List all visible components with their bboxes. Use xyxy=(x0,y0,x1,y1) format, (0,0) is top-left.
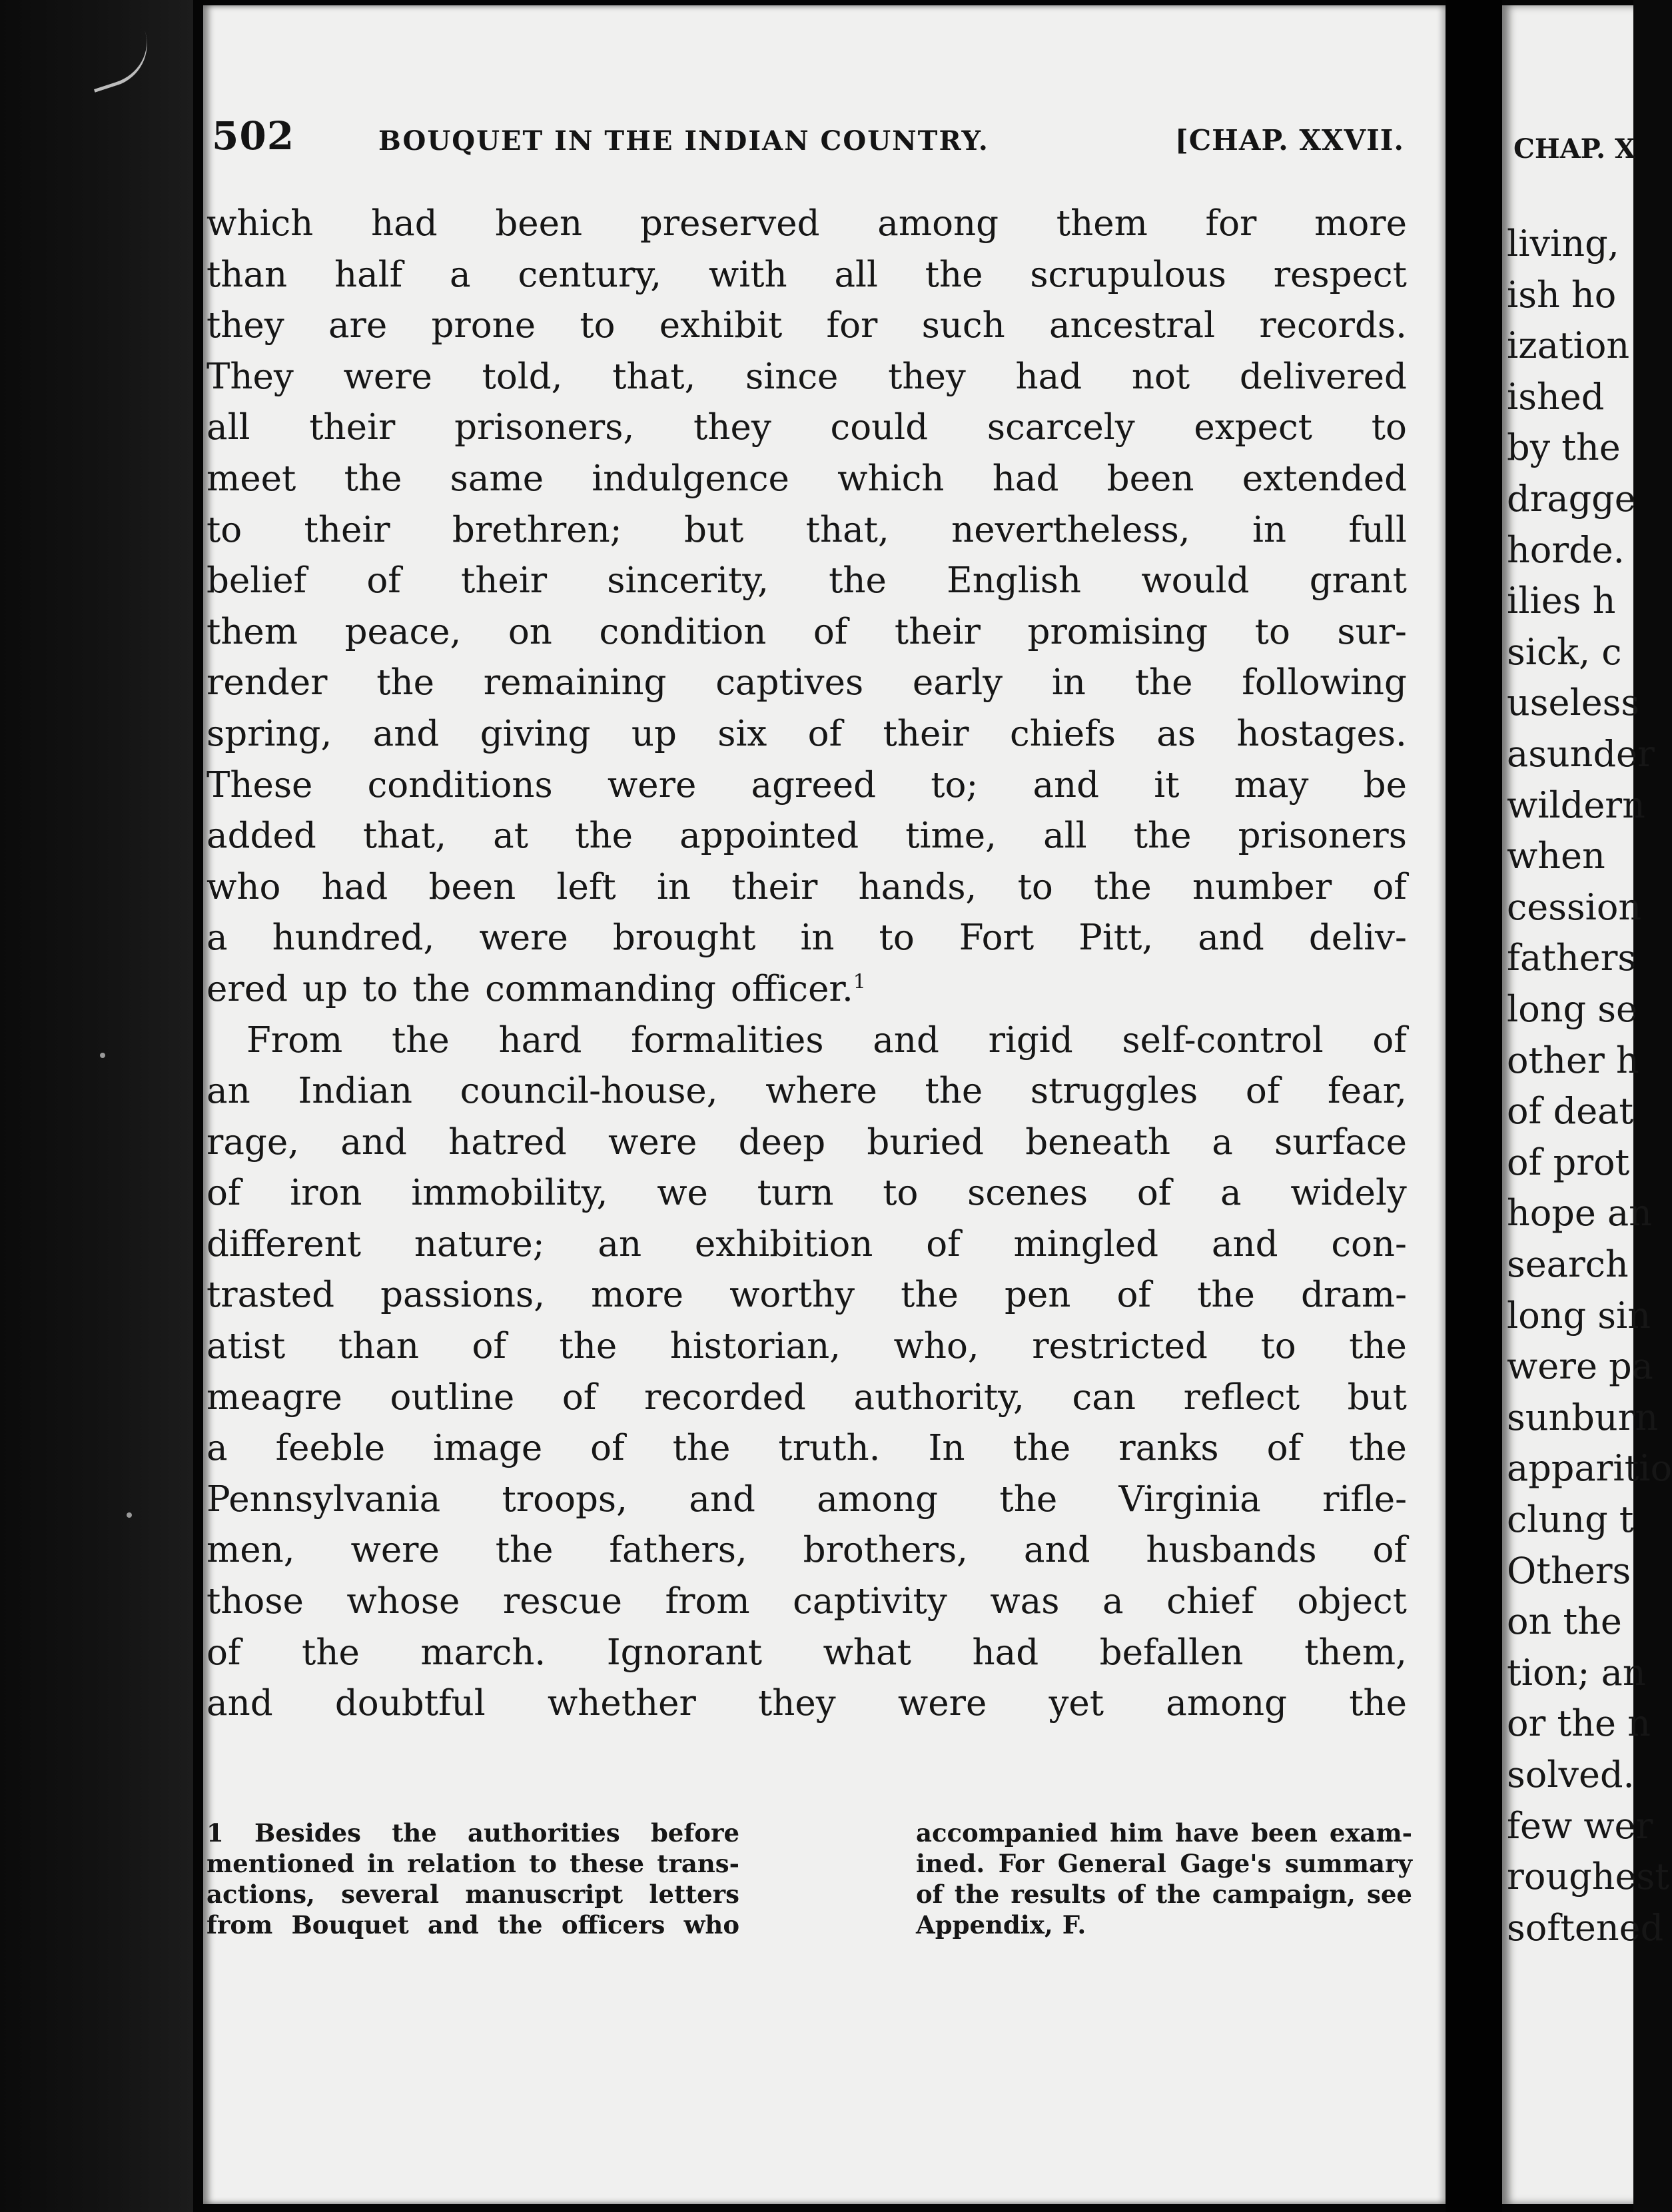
body-line: added that, at the appointed time, all the prisoners xyxy=(207,816,1407,857)
footnote-line: accompanied him have been exam- xyxy=(916,1818,1412,1848)
facing-page-line: solved. xyxy=(1507,1754,1635,1796)
body-line: ered up to the commanding officer.$^1$ xyxy=(207,968,866,1009)
facing-page-line: softened xyxy=(1507,1906,1664,1949)
facing-page-line: asunder xyxy=(1507,733,1655,775)
chapter-label: [CHAP. XXVII. xyxy=(1174,124,1404,157)
facing-page-line: were pa xyxy=(1507,1345,1653,1388)
body-line: Pennsylvania troops, and among the Virginia rifle- xyxy=(207,1478,1407,1520)
facing-page-line: living, xyxy=(1507,223,1619,265)
facing-page-line: when xyxy=(1507,835,1605,877)
footnote-line: mentioned in relation to these trans- xyxy=(207,1849,739,1878)
footnote-line: Appendix, F. xyxy=(916,1910,1086,1939)
body-line: all their prisoners, they could scarcely expect to xyxy=(207,407,1407,448)
body-line: which had been preserved among them for more xyxy=(207,203,1407,244)
body-line: a hundred, were brought in to Fort Pitt, and deliv- xyxy=(207,917,1407,959)
facing-page-line: tion; an xyxy=(1507,1651,1646,1694)
footnote-line: from Bouquet and the officers who xyxy=(207,1910,739,1939)
body-line: render the remaining captives early in the following xyxy=(207,662,1407,704)
body-line: to their brethren; but that, nevertheless, in full xyxy=(207,509,1407,550)
facing-page-line: of prot xyxy=(1507,1141,1630,1183)
facing-page-line: cession xyxy=(1507,885,1642,928)
facing-page-line: on the xyxy=(1507,1600,1622,1643)
facing-page-line: apparitio xyxy=(1507,1447,1672,1490)
facing-page-line: ilies h xyxy=(1507,580,1616,622)
body-line: an Indian council-house, where the struggles of fear, xyxy=(207,1071,1407,1112)
body-line: meagre outline of recorded authority, can reflect but xyxy=(207,1377,1407,1418)
facing-page-line: roughest xyxy=(1507,1856,1669,1898)
footnote-line: 1 Besides the authorities before xyxy=(207,1818,739,1848)
facing-page-line: search xyxy=(1507,1243,1629,1285)
body-line: These conditions were agreed to; and it may be xyxy=(207,764,1407,806)
facing-page-line: few wer xyxy=(1507,1804,1653,1847)
footnote-reference: 1 xyxy=(853,970,866,994)
body-line: them peace, on condition of their promising to sur- xyxy=(207,611,1407,652)
body-text xyxy=(207,199,1407,1730)
facing-page-line: long sin xyxy=(1507,1294,1651,1337)
facing-page-line: or the n xyxy=(1507,1702,1651,1745)
facing-page-line: ization xyxy=(1507,324,1630,367)
facing-page-line: by the xyxy=(1507,426,1621,469)
footnote-line: actions, several manuscript letters xyxy=(207,1880,739,1909)
book-spine xyxy=(1446,0,1502,2212)
body-line: men, were the fathers, brothers, and husbands of xyxy=(207,1530,1407,1571)
facing-page-line: ished xyxy=(1507,375,1605,418)
facing-page-line: other h xyxy=(1507,1039,1639,1081)
body-line: they are prone to exhibit for such ancestral records. xyxy=(207,305,1407,346)
facing-page-line: sunburn xyxy=(1507,1396,1659,1438)
running-head xyxy=(212,113,1404,167)
body-line: atist than of the historian, who, restricted to the xyxy=(207,1326,1407,1367)
running-title: BOUQUET IN THE INDIAN COUNTRY. xyxy=(378,125,989,157)
facing-page-line: wildern xyxy=(1507,784,1645,826)
body-line: than half a century, with all the scrupulous respect xyxy=(207,254,1407,295)
footnotes xyxy=(200,1818,1412,1957)
facing-page-header: CHAP. X xyxy=(1513,133,1636,165)
body-line: belief of their sincerity, the English would grant xyxy=(207,560,1407,602)
footnote-line: ined. For General Gage's summary xyxy=(916,1849,1412,1878)
dust-speck xyxy=(100,1053,105,1058)
facing-page-line: horde. xyxy=(1507,528,1625,571)
body-line: and doubtful whether they were yet among the xyxy=(207,1683,1407,1724)
footnote-column-left xyxy=(207,1818,739,1940)
facing-page-line: long se xyxy=(1507,988,1637,1030)
facing-page-line: useless xyxy=(1507,682,1640,724)
body-line: different nature; an exhibition of mingled and con- xyxy=(207,1223,1407,1265)
body-line: trasted passions, more worthy the pen of the dram- xyxy=(207,1275,1407,1316)
body-line: of the march. Ignorant what had befallen them, xyxy=(207,1632,1407,1673)
facing-page-line: sick, c xyxy=(1507,630,1622,673)
body-line: who had been left in their hands, to the number of xyxy=(207,866,1407,907)
book-left-edge xyxy=(0,0,193,2212)
page-number: 502 xyxy=(212,113,295,159)
footnote-column-right xyxy=(916,1818,1412,1940)
facing-page-line: Others xyxy=(1507,1549,1631,1592)
facing-page-line: of deat xyxy=(1507,1090,1634,1133)
body-line: meet the same indulgence which had been extended xyxy=(207,458,1407,499)
facing-page-line: fathers xyxy=(1507,937,1637,979)
facing-page-line: clung t xyxy=(1507,1498,1634,1540)
body-line: of iron immobility, we turn to scenes of a widely xyxy=(207,1173,1407,1214)
body-line: rage, and hatred were deep buried beneath a surface xyxy=(207,1121,1407,1163)
facing-page-line: hope an xyxy=(1507,1192,1652,1235)
facing-page-line: ish ho xyxy=(1507,273,1617,316)
footnote-line: of the results of the campaign, see xyxy=(916,1880,1412,1909)
body-line: From the hard formalities and rigid self-control of xyxy=(246,1019,1407,1061)
body-line: spring, and giving up six of their chiefs as hostages. xyxy=(207,713,1407,754)
body-line: those whose rescue from captivity was a chief object xyxy=(207,1581,1407,1622)
body-line: a feeble image of the truth. In the ranks of the xyxy=(207,1428,1407,1469)
dust-speck xyxy=(127,1512,132,1518)
body-line: They were told, that, since they had not delivered xyxy=(207,356,1407,397)
facing-page-line: dragge xyxy=(1507,478,1636,520)
